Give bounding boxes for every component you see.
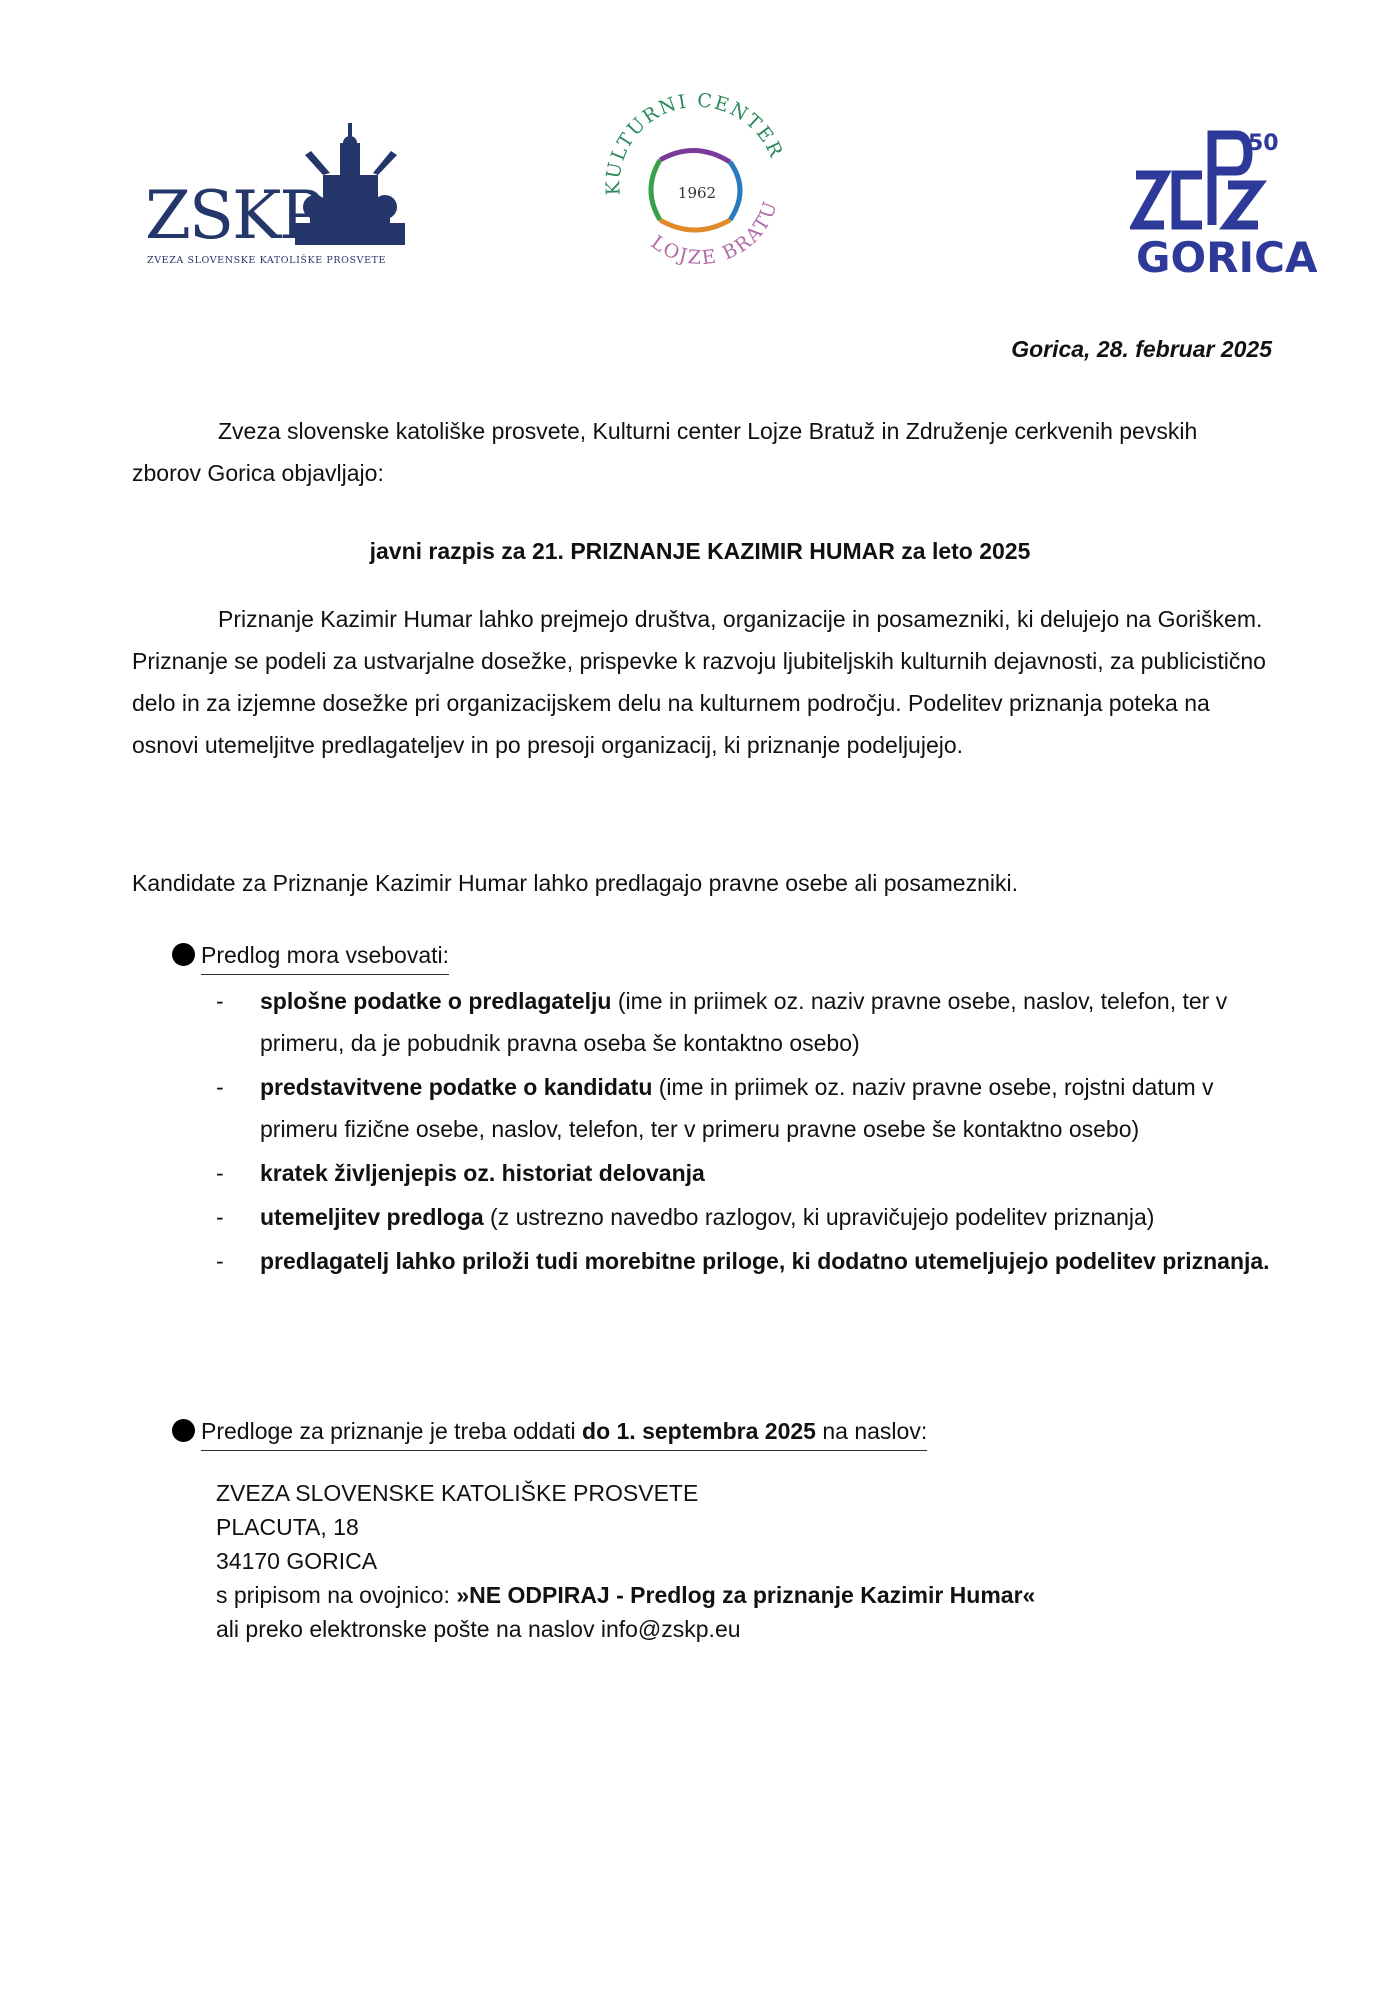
document-heading: javni razpis za 21. PRIZNANJE KAZIMIR HUMAR za leto 2025: [369, 538, 1031, 564]
item-bold-text: kratek življenjepis oz. historiat delovanja: [260, 1160, 705, 1186]
lojze-bratuz-arc-text: LOJZE BRATU: [646, 197, 783, 270]
item-bold-text: utemeljitev predloga: [260, 1204, 484, 1230]
proposal-items-list: [216, 980, 1276, 1284]
list-item: [216, 1196, 1276, 1238]
anniversary-number: 50: [1248, 131, 1279, 156]
dash-marker: -: [216, 1248, 224, 1274]
dash-marker: -: [216, 1074, 224, 1100]
deadline-date: do 1. septembra 2025: [582, 1418, 816, 1444]
item-text: (ime in priimek oz. naziv pravne osebe, rojstni datum v primeru fizične osebe, naslov, telefon, ter v primeru pravne osebe še kontaktno osebo): [260, 1074, 1214, 1142]
dash-marker: -: [216, 1160, 224, 1186]
zcpz-logo: [1130, 115, 1318, 285]
document-date: Gorica, 28. februar 2025: [1011, 336, 1272, 362]
address-line-org: ZVEZA SLOVENSKE KATOLIŠKE PROSVETE: [216, 1480, 699, 1506]
zcpz-gorica-text: GORICA: [1136, 233, 1318, 282]
deadline-bullet: [172, 1418, 927, 1445]
zskp-logo: [145, 115, 415, 275]
intro-paragraph: Zveza slovenske katoliške prosvete, Kulturni center Lojze Bratuž in Združenje cerkvenih pevskih zborov Gorica objavljajo:: [132, 418, 1198, 486]
kulturni-center-logo: [590, 80, 805, 290]
dash-marker: -: [216, 1204, 224, 1230]
list-item: [216, 1152, 1276, 1194]
address-line-email: ali preko elektronske pošte na naslov info@zskp.eu: [216, 1616, 741, 1642]
dash-marker: -: [216, 988, 224, 1014]
item-bold-text: predstavitvene podatke o kandidatu: [260, 1074, 653, 1100]
kulturni-center-arc-text: KULTURNI CENTER: [602, 89, 788, 196]
candidates-paragraph: Kandidate za Priznanje Kazimir Humar lahko predlagajo pravne osebe ali posamezniki.: [132, 870, 1018, 896]
zskp-subtitle: ZVEZA SLOVENSKE KATOLIŠKE PROSVETE: [147, 255, 387, 266]
item-bold-text: predlagatelj lahko priloži tudi morebitne priloge, ki dodatno utemeljujejo podelitev priznanja.: [260, 1248, 1270, 1274]
deadline-suffix: na naslov:: [815, 1418, 928, 1444]
envelope-note-prefix: s pripisom na ovojnico:: [216, 1582, 457, 1608]
year-label: 1962: [677, 184, 717, 202]
body-paragraph: Priznanje Kazimir Humar lahko prejmejo društva, organizacije in posamezniki, ki delujejo na Goriškem. Priznanje se podeli za ustvarjalne dosežke, prispevke k razvoju ljubiteljskih kulturnih dejavnosti, za publicistično delo in za izjemne dosežke pri organizacijskem delu na kulturnem področju. Podelitev priznanja poteka na osnovi utemeljitve predlagateljev in po presoji organizacij, ki priznanje podeljujejo.: [132, 606, 1266, 758]
address-line-envelope: [216, 1578, 1035, 1612]
item-text: (ime in priimek oz. naziv pravne osebe, naslov, telefon, ter v primeru, da je pobudnik pravna oseba še kontaktno osebo): [260, 988, 1228, 1056]
address-line-city: 34170 GORICA: [216, 1548, 378, 1574]
item-bold-text: splošne podatke o predlagatelju: [260, 988, 612, 1014]
item-text: (z ustrezno navedbo razlogov, ki upravičujejo podelitev priznanja): [483, 1204, 1155, 1230]
deadline-text: [201, 1418, 927, 1451]
zskp-wordmark: ZSKP: [145, 177, 322, 254]
list-item: [216, 1240, 1276, 1282]
address-line-street: PLACUTA, 18: [216, 1514, 359, 1540]
bullet-dot-icon: [172, 1419, 195, 1442]
envelope-note: »NE ODPIRAJ - Predlog za priznanje Kazimir Humar«: [456, 1582, 1036, 1608]
proposal-title: Predlog mora vsebovati:: [201, 942, 449, 975]
bullet-dot-icon: [172, 943, 195, 966]
list-item: [216, 980, 1276, 1064]
proposal-bullet: [172, 942, 449, 969]
mailing-address: [216, 1476, 1035, 1646]
kulturni-center-emblem-icon: [590, 80, 805, 290]
list-item: [216, 1066, 1276, 1150]
zcpz-monogram-icon: [1130, 115, 1280, 235]
deadline-prefix: Predloge za priznanje je treba oddati: [201, 1418, 583, 1444]
svg-text:KULTURNI CENTER: [602, 90, 787, 196]
